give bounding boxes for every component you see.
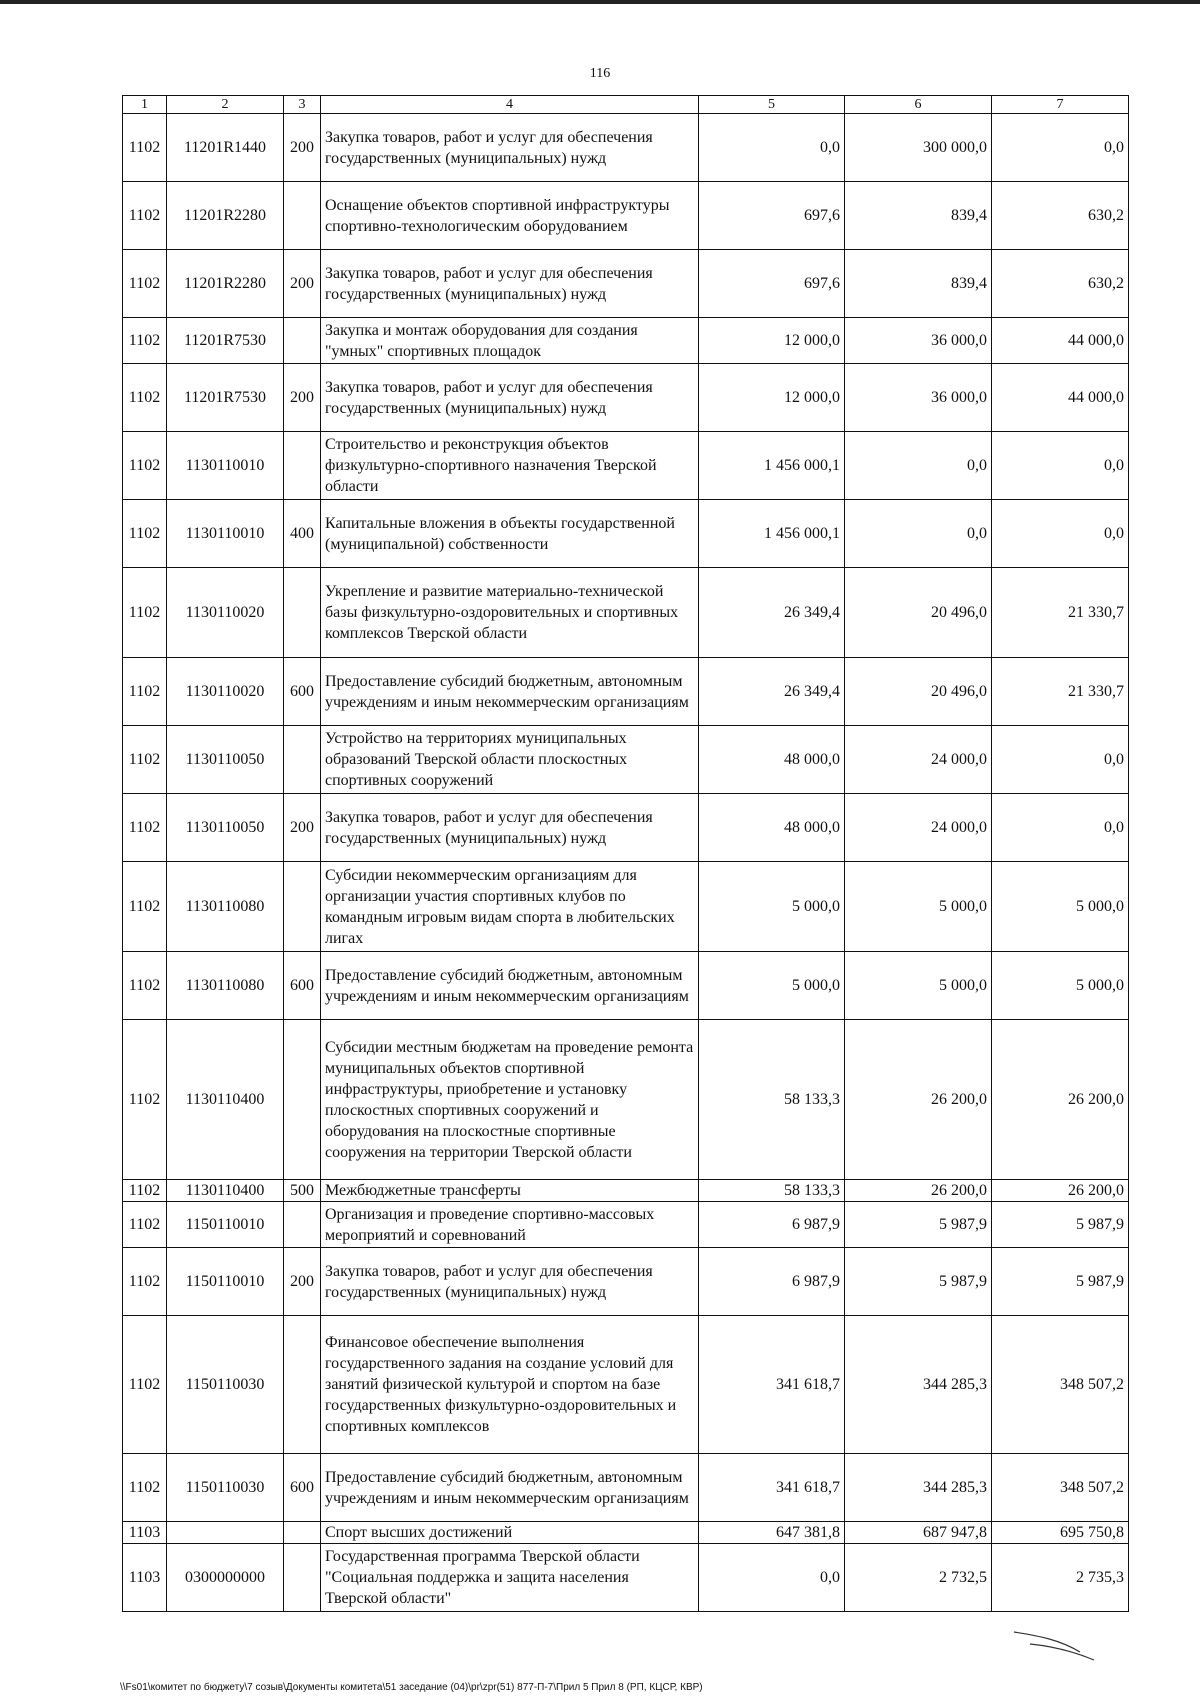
section-code: 1102 (123, 726, 167, 794)
amount-col7: 0,0 (992, 432, 1129, 500)
item-name: Субсидии некоммерческим организациям для организации участия спортивных клубов по командным игровым видам спорта в любительских лигах (321, 862, 699, 952)
expense-type-code: 600 (284, 952, 321, 1020)
amount-col7: 21 330,7 (992, 658, 1129, 726)
section-code: 1103 (123, 1544, 167, 1612)
table-row (123, 114, 1129, 182)
page-number: 116 (589, 66, 611, 81)
item-name: Устройство на территориях муниципальных образований Тверской области плоскостных спортивных сооружений (321, 726, 699, 794)
expense-type-code (284, 1522, 321, 1544)
amount-col7: 630,2 (992, 182, 1129, 250)
target-article-code: 1130110050 (167, 794, 284, 862)
table-row (123, 1202, 1129, 1248)
target-article-code: 1130110400 (167, 1180, 284, 1202)
section-code: 1103 (123, 1522, 167, 1544)
item-name: Капитальные вложения в объекты государственной (муниципальной) собственности (321, 500, 699, 568)
amount-col6: 344 285,3 (845, 1316, 992, 1454)
amount-col7: 630,2 (992, 250, 1129, 318)
target-article-code: 1130110400 (167, 1020, 284, 1180)
item-name: Закупка товаров, работ и услуг для обеспечения государственных (муниципальных) нужд (321, 364, 699, 432)
table-row (123, 658, 1129, 726)
amount-col5: 5 000,0 (699, 952, 845, 1020)
amount-col5: 6 987,9 (699, 1248, 845, 1316)
amount-col5: 697,6 (699, 250, 845, 318)
amount-col6: 24 000,0 (845, 794, 992, 862)
table-row (123, 952, 1129, 1020)
target-article-code: 11201R2280 (167, 182, 284, 250)
section-code: 1102 (123, 500, 167, 568)
amount-col7: 5 987,9 (992, 1202, 1129, 1248)
column-number: 6 (845, 96, 992, 114)
expense-type-code (284, 1544, 321, 1612)
amount-col7: 695 750,8 (992, 1522, 1129, 1544)
section-code: 1102 (123, 1180, 167, 1202)
item-name: Закупка и монтаж оборудования для создания "умных" спортивных площадок (321, 318, 699, 364)
item-name: Закупка товаров, работ и услуг для обеспечения государственных (муниципальных) нужд (321, 114, 699, 182)
section-code: 1102 (123, 182, 167, 250)
target-article-code: 11201R7530 (167, 318, 284, 364)
amount-col5: 12 000,0 (699, 364, 845, 432)
target-article-code (167, 1522, 284, 1544)
item-name: Предоставление субсидий бюджетным, автономным учреждениям и иным некоммерческим организациям (321, 658, 699, 726)
amount-col6: 2 732,5 (845, 1544, 992, 1612)
expense-type-code: 400 (284, 500, 321, 568)
expense-type-code: 600 (284, 1454, 321, 1522)
target-article-code: 1130110080 (167, 862, 284, 952)
amount-col7: 348 507,2 (992, 1316, 1129, 1454)
section-code: 1102 (123, 432, 167, 500)
amount-col5: 1 456 000,1 (699, 500, 845, 568)
target-article-code: 1130110050 (167, 726, 284, 794)
section-code: 1102 (123, 114, 167, 182)
section-code: 1102 (123, 318, 167, 364)
table-row (123, 250, 1129, 318)
amount-col6: 20 496,0 (845, 658, 992, 726)
amount-col6: 5 987,9 (845, 1202, 992, 1248)
target-article-code: 0300000000 (167, 1544, 284, 1612)
table-row (123, 1248, 1129, 1316)
target-article-code: 11201R7530 (167, 364, 284, 432)
amount-col6: 0,0 (845, 432, 992, 500)
amount-col5: 5 000,0 (699, 862, 845, 952)
amount-col7: 0,0 (992, 726, 1129, 794)
section-code: 1102 (123, 862, 167, 952)
amount-col6: 5 000,0 (845, 862, 992, 952)
target-article-code: 1130110010 (167, 432, 284, 500)
target-article-code: 1150110010 (167, 1202, 284, 1248)
expense-type-code (284, 862, 321, 952)
amount-col7: 21 330,7 (992, 568, 1129, 658)
expense-type-code: 200 (284, 114, 321, 182)
section-code: 1102 (123, 1020, 167, 1180)
amount-col6: 839,4 (845, 182, 992, 250)
amount-col6: 24 000,0 (845, 726, 992, 794)
section-code: 1102 (123, 1454, 167, 1522)
table-row (123, 182, 1129, 250)
amount-col7: 44 000,0 (992, 364, 1129, 432)
amount-col5: 647 381,8 (699, 1522, 845, 1544)
amount-col7: 26 200,0 (992, 1020, 1129, 1180)
item-name: Субсидии местным бюджетам на проведение ремонта муниципальных объектов спортивной инфраструктуры, приобретение и установку плоскостных спортивных сооружений и оборудования на плоскостные спортивные сооружения на территории Тверской области (321, 1020, 699, 1180)
table-row (123, 500, 1129, 568)
section-code: 1102 (123, 794, 167, 862)
column-number-row (123, 96, 1129, 114)
table-row (123, 1180, 1129, 1202)
expense-type-code (284, 1316, 321, 1454)
column-number: 7 (992, 96, 1129, 114)
amount-col5: 697,6 (699, 182, 845, 250)
item-name: Закупка товаров, работ и услуг для обеспечения государственных (муниципальных) нужд (321, 250, 699, 318)
column-number: 2 (167, 96, 284, 114)
section-code: 1102 (123, 250, 167, 318)
target-article-code: 1150110030 (167, 1454, 284, 1522)
item-name: Укрепление и развитие материально-технической базы физкультурно-оздоровительных и спортивных комплексов Тверской области (321, 568, 699, 658)
amount-col5: 0,0 (699, 1544, 845, 1612)
table-row (123, 726, 1129, 794)
target-article-code: 1150110010 (167, 1248, 284, 1316)
amount-col7: 0,0 (992, 500, 1129, 568)
expense-type-code: 200 (284, 1248, 321, 1316)
item-name: Спорт высших достижений (321, 1522, 699, 1544)
target-article-code: 1150110030 (167, 1316, 284, 1454)
section-code: 1102 (123, 952, 167, 1020)
expense-type-code: 600 (284, 658, 321, 726)
table-row (123, 1316, 1129, 1454)
amount-col6: 5 000,0 (845, 952, 992, 1020)
expense-type-code: 200 (284, 794, 321, 862)
amount-col7: 0,0 (992, 794, 1129, 862)
amount-col6: 0,0 (845, 500, 992, 568)
expense-type-code (284, 318, 321, 364)
amount-col5: 12 000,0 (699, 318, 845, 364)
amount-col5: 0,0 (699, 114, 845, 182)
amount-col7: 0,0 (992, 114, 1129, 182)
amount-col5: 58 133,3 (699, 1180, 845, 1202)
section-code: 1102 (123, 1316, 167, 1454)
table-row (123, 432, 1129, 500)
target-article-code: 11201R1440 (167, 114, 284, 182)
table-row (123, 862, 1129, 952)
amount-col5: 58 133,3 (699, 1020, 845, 1180)
table-row (123, 364, 1129, 432)
expense-type-code (284, 1020, 321, 1180)
amount-col7: 5 000,0 (992, 862, 1129, 952)
amount-col7: 2 735,3 (992, 1544, 1129, 1612)
page-top-border (0, 0, 1200, 4)
expense-type-code (284, 1202, 321, 1248)
item-name: Организация и проведение спортивно-массовых мероприятий и соревнований (321, 1202, 699, 1248)
item-name: Предоставление субсидий бюджетным, автономным учреждениям и иным некоммерческим организациям (321, 952, 699, 1020)
amount-col5: 1 456 000,1 (699, 432, 845, 500)
table-row (123, 1454, 1129, 1522)
item-name: Финансовое обеспечение выполнения государственного задания на создание условий для занятий физической культурой и спортом на базе государственных физкультурно-оздоровительных и спортивных комплексов (321, 1316, 699, 1454)
expense-type-code (284, 432, 321, 500)
handwritten-mark-icon (1010, 1618, 1120, 1668)
amount-col6: 26 200,0 (845, 1180, 992, 1202)
footer-file-path: \\Fs01\комитет по бюджету\7 созыв\Документы комитета\51 заседание (04)\pr\zpr(51) 877-П-7\Прил 5 Прил 8 (РП, КЦСР, КВР) (120, 1682, 703, 1693)
table-row (123, 1522, 1129, 1544)
column-number: 3 (284, 96, 321, 114)
amount-col5: 341 618,7 (699, 1454, 845, 1522)
amount-col6: 5 987,9 (845, 1248, 992, 1316)
item-name: Предоставление субсидий бюджетным, автономным учреждениям и иным некоммерческим организациям (321, 1454, 699, 1522)
amount-col6: 300 000,0 (845, 114, 992, 182)
amount-col7: 348 507,2 (992, 1454, 1129, 1522)
item-name: Государственная программа Тверской области "Социальная поддержка и защита населения Тверской области" (321, 1544, 699, 1612)
amount-col5: 26 349,4 (699, 568, 845, 658)
amount-col6: 687 947,8 (845, 1522, 992, 1544)
expense-type-code: 500 (284, 1180, 321, 1202)
amount-col5: 48 000,0 (699, 794, 845, 862)
column-number: 4 (321, 96, 699, 114)
table-row (123, 794, 1129, 862)
item-name: Строительство и реконструкция объектов физкультурно-спортивного назначения Тверской области (321, 432, 699, 500)
table-row (123, 318, 1129, 364)
table-row (123, 1020, 1129, 1180)
table-row (123, 1544, 1129, 1612)
amount-col6: 26 200,0 (845, 1020, 992, 1180)
amount-col5: 26 349,4 (699, 658, 845, 726)
target-article-code: 1130110020 (167, 568, 284, 658)
amount-col7: 5 987,9 (992, 1248, 1129, 1316)
amount-col6: 344 285,3 (845, 1454, 992, 1522)
item-name: Межбюджетные трансферты (321, 1180, 699, 1202)
expense-type-code: 200 (284, 364, 321, 432)
column-number: 1 (123, 96, 167, 114)
amount-col6: 36 000,0 (845, 318, 992, 364)
section-code: 1102 (123, 568, 167, 658)
item-name: Закупка товаров, работ и услуг для обеспечения государственных (муниципальных) нужд (321, 1248, 699, 1316)
item-name: Оснащение объектов спортивной инфраструктуры спортивно-технологическим оборудованием (321, 182, 699, 250)
column-number: 5 (699, 96, 845, 114)
expense-type-code (284, 182, 321, 250)
amount-col7: 5 000,0 (992, 952, 1129, 1020)
target-article-code: 11201R2280 (167, 250, 284, 318)
section-code: 1102 (123, 658, 167, 726)
amount-col6: 20 496,0 (845, 568, 992, 658)
expense-type-code (284, 726, 321, 794)
expense-type-code: 200 (284, 250, 321, 318)
section-code: 1102 (123, 364, 167, 432)
amount-col5: 48 000,0 (699, 726, 845, 794)
table-row (123, 568, 1129, 658)
section-code: 1102 (123, 1248, 167, 1316)
amount-col6: 839,4 (845, 250, 992, 318)
amount-col7: 26 200,0 (992, 1180, 1129, 1202)
section-code: 1102 (123, 1202, 167, 1248)
target-article-code: 1130110010 (167, 500, 284, 568)
target-article-code: 1130110080 (167, 952, 284, 1020)
amount-col5: 341 618,7 (699, 1316, 845, 1454)
item-name: Закупка товаров, работ и услуг для обеспечения государственных (муниципальных) нужд (321, 794, 699, 862)
amount-col5: 6 987,9 (699, 1202, 845, 1248)
amount-col6: 36 000,0 (845, 364, 992, 432)
amount-col7: 44 000,0 (992, 318, 1129, 364)
expense-type-code (284, 568, 321, 658)
budget-table (122, 95, 1129, 1612)
target-article-code: 1130110020 (167, 658, 284, 726)
